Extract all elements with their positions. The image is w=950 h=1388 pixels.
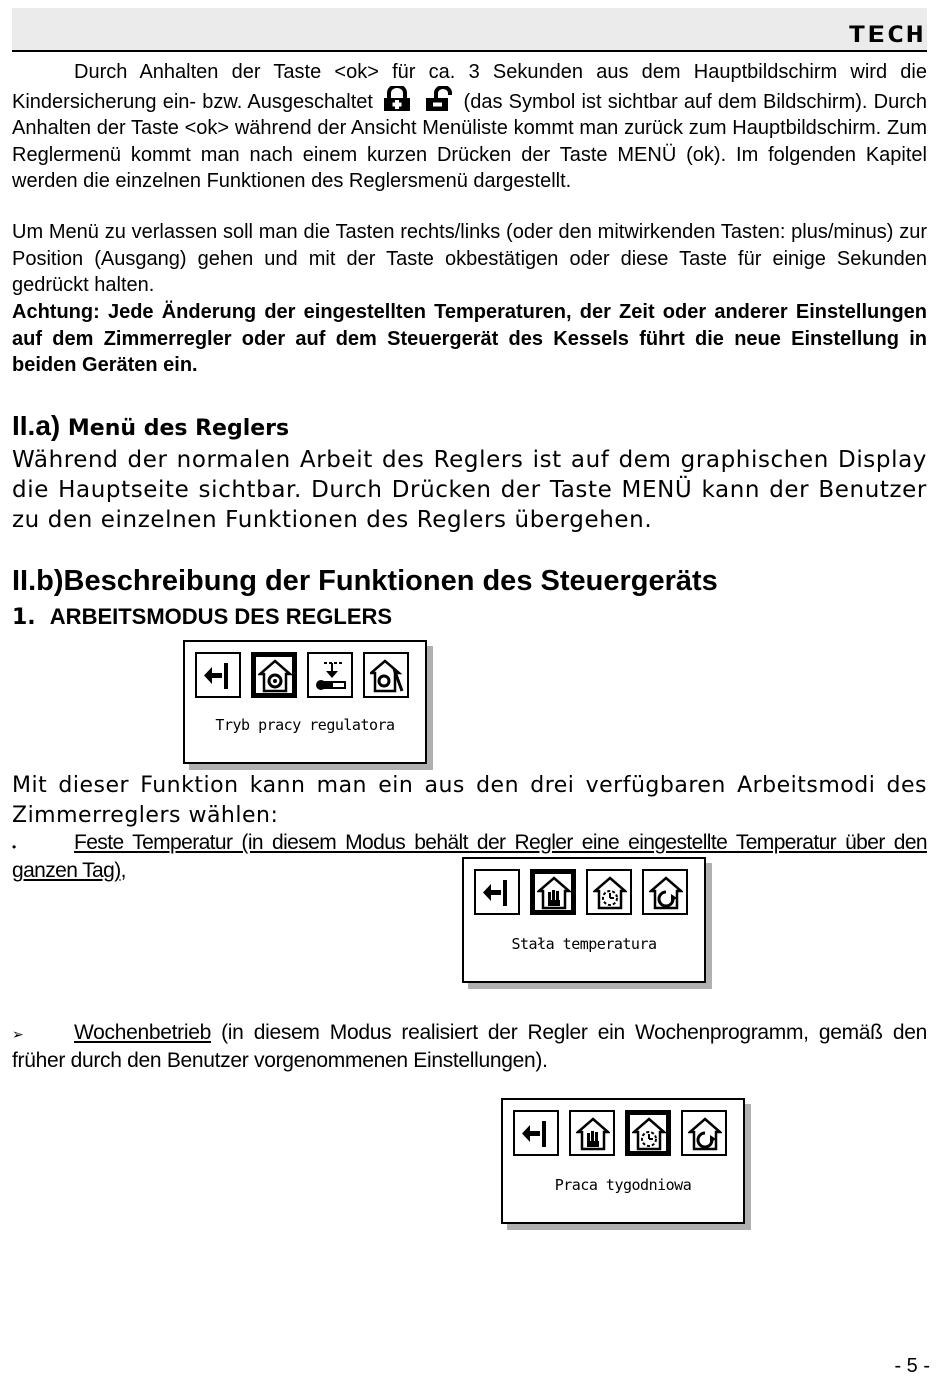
screen-label-fixed-temperature: Stała temperatura: [511, 935, 657, 953]
house-timer-icon: [649, 876, 683, 910]
screen-weekly-mode: [501, 1098, 745, 1224]
temperature-tile: [307, 652, 353, 698]
section-a-title: Menü des Reglers: [60, 416, 290, 441]
screen-label-weekly-mode: Praca tygodniowa: [554, 1176, 692, 1194]
bullet-marker-1: •: [12, 840, 17, 854]
subsection-title: ARBEITSMODUS DES REGLERS: [49, 604, 393, 629]
house-timer-icon: [688, 1117, 722, 1151]
exit-tile: [195, 652, 241, 698]
page-header: [12, 8, 927, 52]
house-hand-icon: [576, 1117, 610, 1151]
paragraph-child-lock-text-1: Durch Anhalten der Taste <ok> für ca. 3 Sekunden aus dem Hauptbildschirm wird die Kindersicherung ein- bzw. Ausgeschaltet: [12, 61, 927, 113]
timed-tile: [642, 869, 688, 915]
house-clock-icon: [632, 1117, 666, 1151]
bullet-marker-2: ➢: [12, 1026, 24, 1042]
exit-tile: [474, 869, 520, 915]
exit-tile: [513, 1110, 559, 1156]
warning-paragraph: Achtung: Jede Änderung der eingestellten Temperaturen, der Zeit oder anderer Einstellungen auf dem Zimmerregler oder auf dem Steuergerät des Kessels führt die neue Einstellung in beiden Geräten ein.: [12, 301, 927, 377]
modes-intro: Mit dieser Funktion kann man ein aus den drei verfügbaren Arbeitsmodi des Zimmerreglers wählen:: [12, 773, 927, 828]
exit-arrow-icon: [481, 876, 515, 910]
fixed-temperature-tile-selected: [530, 869, 576, 915]
paragraph-child-lock-text-2: (das Symbol ist sichtbar auf dem Bildschirm). Durch Anhalten der Taste <ok> während der Ansicht Menüliste kommt man zurück zum Hauptbildschirm. Zum Reglermenü kommt man nach einem kurzen Drücken der Taste MENÜ (ok). Im folgenden Kapitel werden die einzelnen Funktionen des Reglersmenü dargestellt.: [12, 90, 927, 193]
weekly-mode-term: Wochenbetrieb: [74, 1021, 211, 1044]
fixed-temperature-tile: [569, 1110, 615, 1156]
lock-closed-icon: [381, 86, 413, 112]
screen-fixed-temperature: [462, 857, 706, 983]
house-hand-icon: [537, 876, 571, 910]
subsection-number: 1.: [12, 605, 36, 630]
weekly-tile: [586, 869, 632, 915]
weekly-tile-selected: [625, 1110, 671, 1156]
tech-logo: TECH: [848, 23, 925, 48]
screen-label-operating-mode: Tryb pracy regulatora: [215, 716, 395, 734]
lock-open-icon: [423, 86, 455, 112]
thermometer-icon: [314, 659, 348, 693]
bullet-weekly-mode: [12, 1019, 927, 1075]
section-a-body: Während der normalen Arbeit des Reglers ist auf dem graphischen Display die Hauptseite sichtbar. Durch Drücken der Taste MENÜ kann der Benutzer zu den einzelnen Funktionen des Reglers übergehen.: [12, 447, 927, 533]
timed-tile: [681, 1110, 727, 1156]
exit-arrow-icon: [202, 659, 236, 693]
section-a-heading: [12, 410, 289, 442]
exit-arrow-icon: [520, 1117, 554, 1151]
section-b-title: II.b)Beschreibung der Funktionen des Steuergeräts: [12, 565, 718, 597]
section-a-number: II.a): [12, 410, 61, 441]
operating-mode-tile-selected: [251, 652, 297, 698]
house-clock-icon: [593, 876, 627, 910]
weekly-mode-description: (in diesem Modus realisiert der Regler ein Wochenprogramm, gemäß den früher durch den Benutzer vorgenommenen Einstellungen).: [12, 1021, 927, 1072]
house-wrench-icon: [370, 659, 404, 693]
settings-tile: [363, 652, 409, 698]
subsection-heading: [12, 604, 392, 630]
house-gear-icon: [258, 659, 292, 693]
paragraph-child-lock: [12, 59, 927, 195]
page-number: - 5 -: [894, 1355, 930, 1377]
screen-operating-mode: [183, 640, 427, 764]
bullet-fixed-temperature: Feste Temperatur (in diesem Modus behält der Regler eine eingestellte Temperatur über den ganzen Tag),: [12, 831, 927, 882]
paragraph-exit-menu: Um Menü zu verlassen soll man die Tasten rechts/links (oder den mitwirkenden Tasten: plus/minus) zur Position (Ausgang) gehen und mit der Taste okbestätigen oder diese Taste für einige Sekunden gedrückt halten.: [12, 221, 927, 297]
